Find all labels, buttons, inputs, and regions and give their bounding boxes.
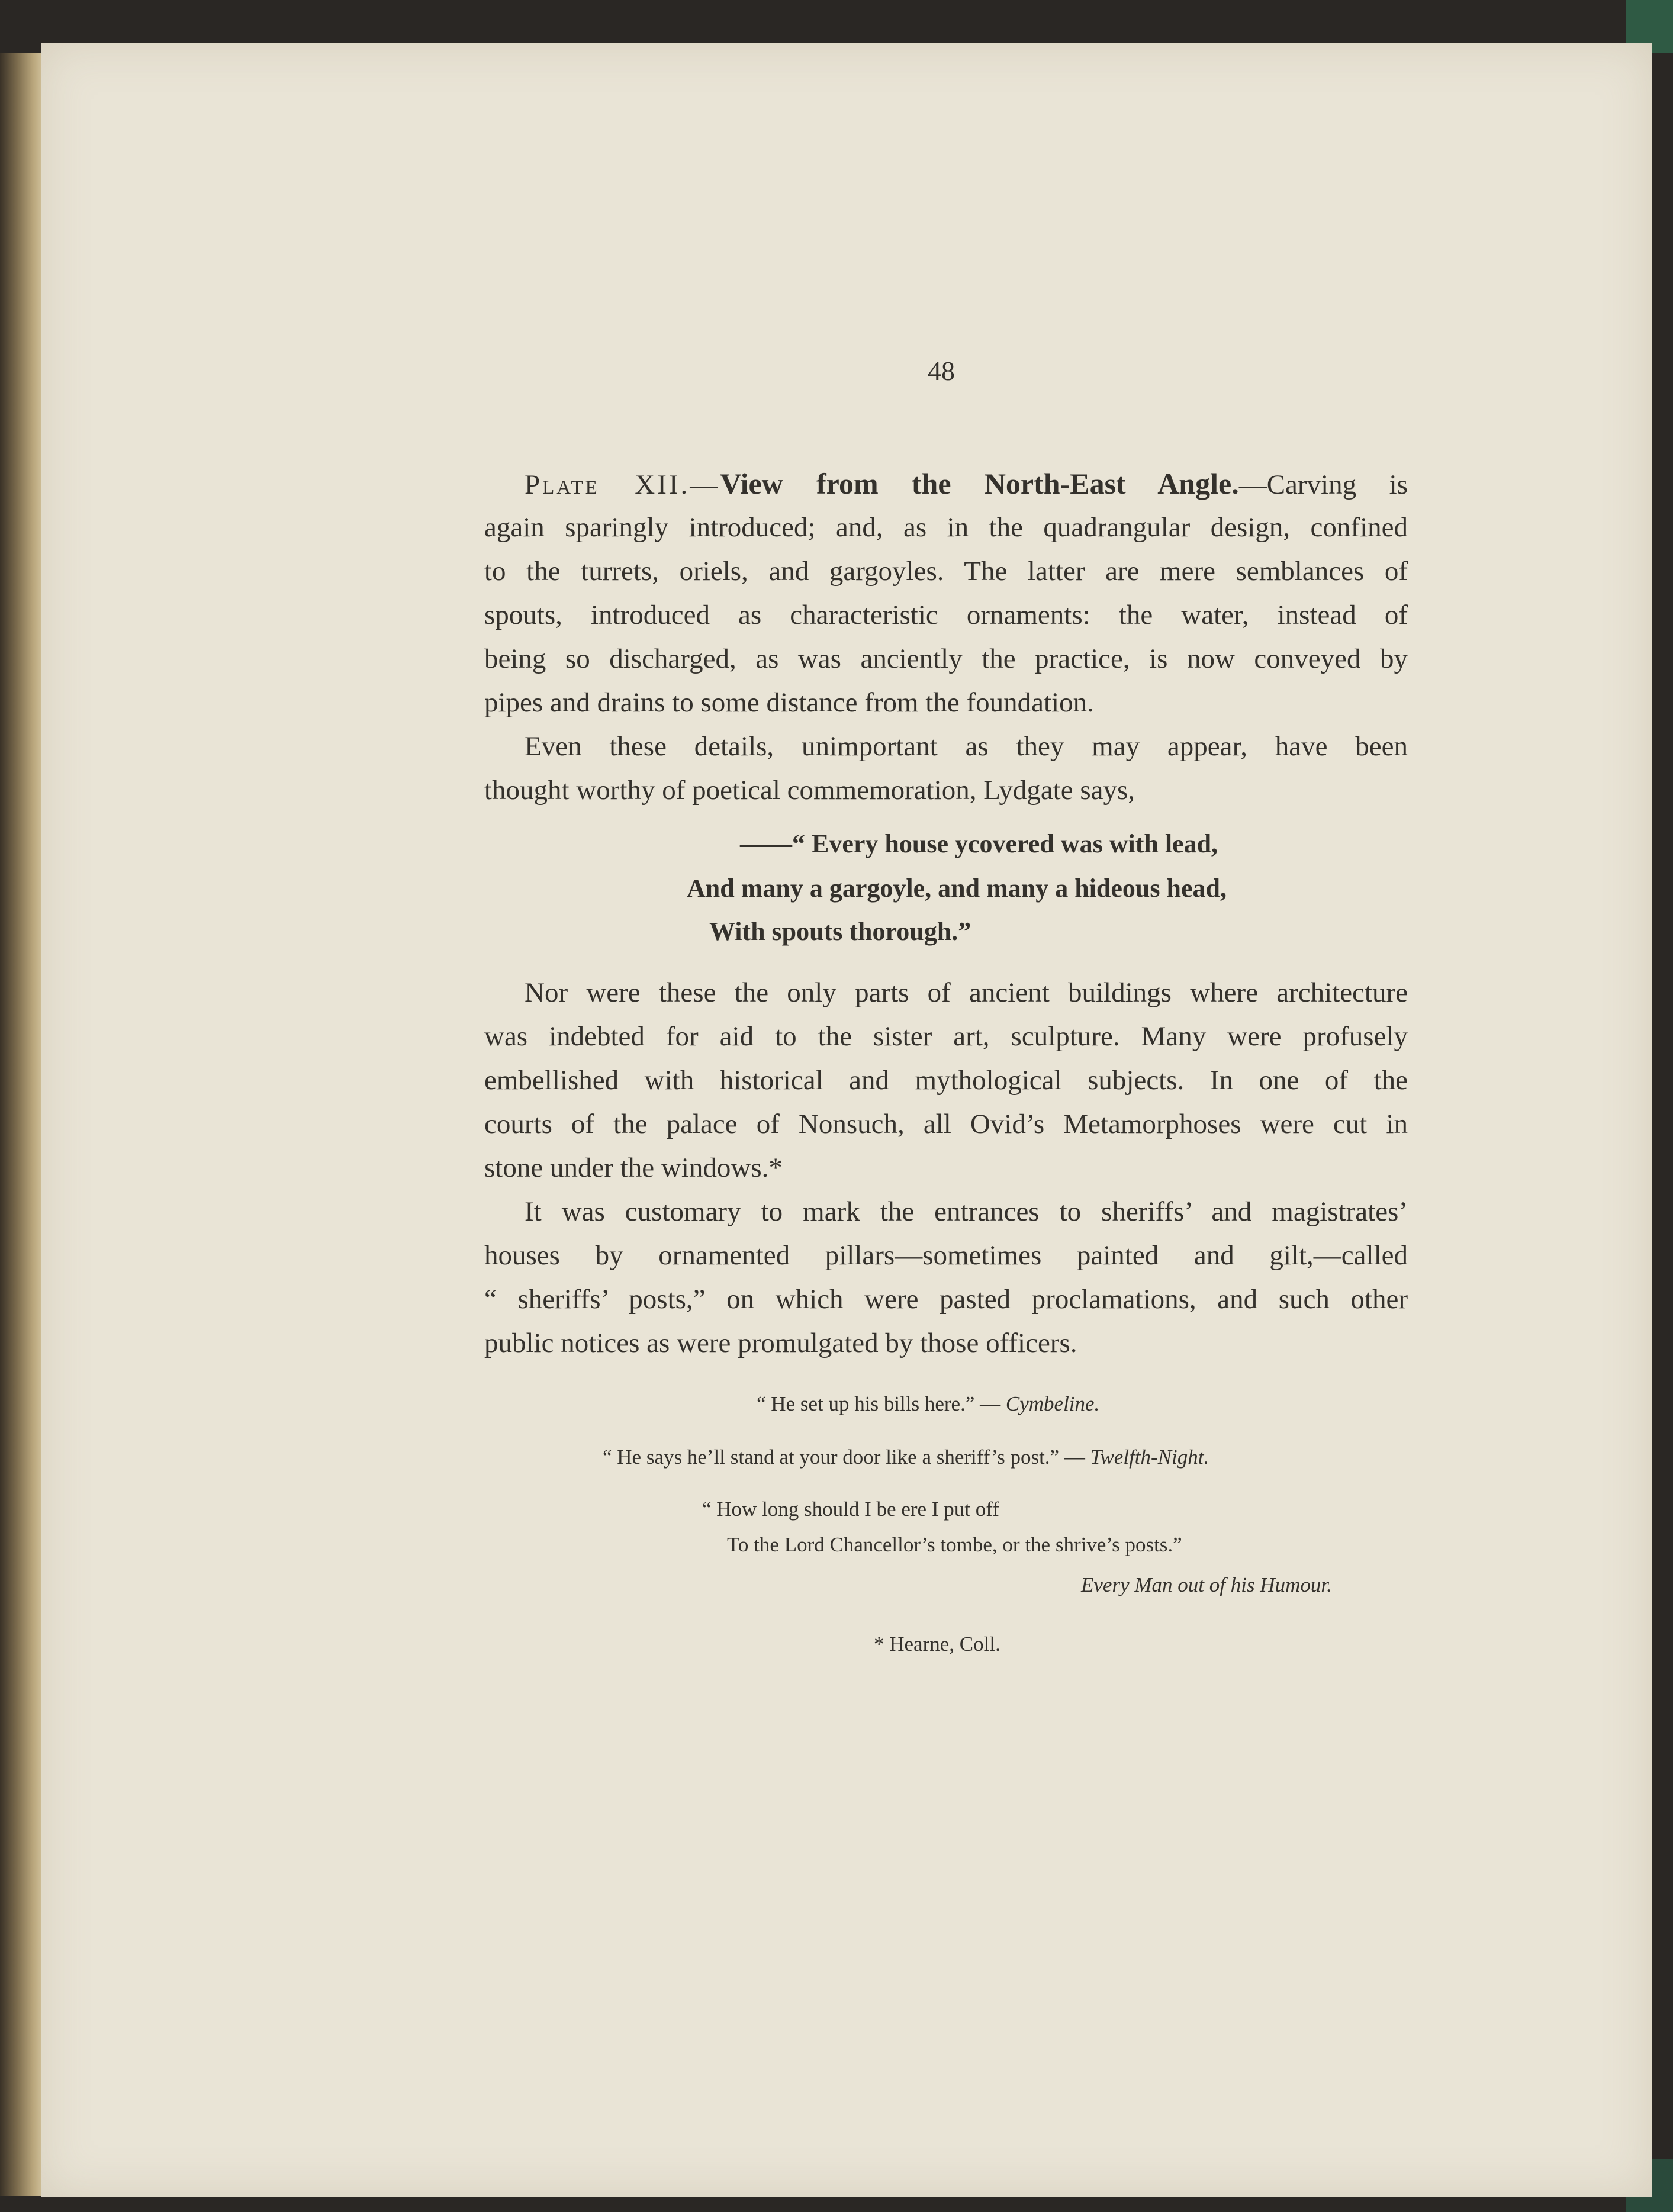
paragraph-line: Nor were these the only parts of ancient buildings where architecture — [525, 977, 1408, 1008]
paragraph-sheriffs-posts — [484, 1190, 1408, 1365]
paragraph-line: stone under the windows.* — [484, 1152, 783, 1183]
paragraph-line: spouts, introduced as characteristic ornaments: the water, instead of — [484, 600, 1408, 630]
paragraph-line: It was customary to mark the entrances to sheriffs’ and magistrates’ — [525, 1196, 1408, 1227]
paragraph-plate-xii — [484, 462, 1408, 725]
paragraph-line: again sparingly introduced; and, as in the quadrangular design, confined — [484, 512, 1408, 543]
quote-humour-source: Every Man out of his Humour. — [1081, 1573, 1332, 1596]
paragraph-lydgate — [484, 725, 1408, 812]
verse-line-3: With spouts thorough.” — [709, 917, 971, 946]
paragraph-line: courts of the palace of Nonsuch, all Ovid’s Metamorphoses were cut in — [484, 1109, 1408, 1139]
paragraph-line: “ sheriffs’ posts,” on which were pasted proclamations, and such other — [484, 1284, 1408, 1315]
quote-source: Cymbeline. — [1005, 1392, 1100, 1415]
paragraph-line: being so discharged, as was anciently the practice, is now conveyed by — [484, 643, 1408, 674]
plate-title: View from the North-East Angle. — [720, 467, 1239, 500]
paragraph-line: thought worthy of poetical commemoration, Lydgate says, — [484, 775, 1135, 806]
page-number: 48 — [928, 356, 955, 386]
quote-humour-line-1: “ How long should I be ere I put off — [702, 1498, 999, 1521]
quote-source: Twelfth-Night. — [1090, 1445, 1209, 1469]
paragraph-line: Plate XII.—View from the North-East Angle.—Carving is — [525, 467, 1408, 500]
paragraph-line: Even these details, unimportant as they may appear, have been — [525, 731, 1408, 762]
book-spine-edge — [0, 53, 41, 2196]
quote-cymbeline: “ He set up his bills here.” — Cymbeline. — [757, 1392, 1100, 1415]
paragraph-sculpture — [484, 971, 1408, 1190]
paragraph-line: houses by ornamented pillars—sometimes painted and gilt,—called — [484, 1240, 1408, 1271]
verse-line-1: ——“ Every house ycovered was with lead, — [740, 829, 1218, 858]
paragraph-line: pipes and drains to some distance from the foundation. — [484, 687, 1094, 718]
quote-humour-line-2: To the Lord Chancellor’s tombe, or the shrive’s posts.” — [727, 1533, 1182, 1556]
paragraph-line: was indebted for aid to the sister art, sculpture. Many were profusely — [484, 1021, 1408, 1052]
quote-twelfth-night: “ He says he’ll stand at your door like a sheriff’s post.” — Twelfth-Night. — [603, 1445, 1209, 1469]
footnote: * Hearne, Coll. — [874, 1633, 1000, 1656]
verse-line-2: And many a gargoyle, and many a hideous head, — [687, 874, 1227, 903]
paragraph-line: public notices as were promulgated by those officers. — [484, 1328, 1077, 1358]
paragraph-line: embellished with historical and mythological subjects. In one of the — [484, 1065, 1408, 1096]
plate-label: Plate XII.— — [525, 469, 720, 500]
paragraph-line: to the turrets, oriels, and gargoyles. The latter are mere semblances of — [484, 556, 1408, 587]
